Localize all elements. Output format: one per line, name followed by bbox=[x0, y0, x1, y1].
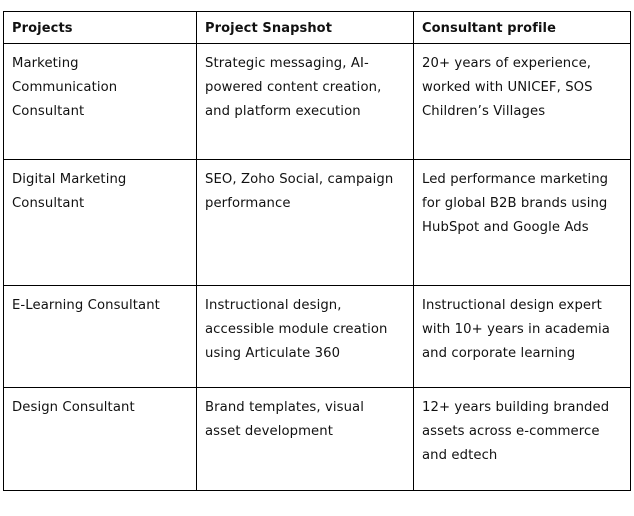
consultant-profile: 12+ years building branded assets across e-commerce and edtech bbox=[422, 400, 610, 463]
profile-cell bbox=[414, 388, 631, 491]
project-snapshot: Instructional design, accessible module creation using Articulate 360 bbox=[205, 298, 388, 361]
project-cell bbox=[4, 388, 197, 491]
consultants-table bbox=[3, 11, 631, 491]
project-cell bbox=[4, 44, 197, 160]
project-cell bbox=[4, 286, 197, 388]
table-row bbox=[4, 44, 631, 160]
project-snapshot: Brand templates, visual asset development bbox=[205, 400, 364, 439]
profile-cell bbox=[414, 44, 631, 160]
project-snapshot: SEO, Zoho Social, campaign performance bbox=[205, 172, 394, 211]
consultant-profile: Led performance marketing for global B2B brands using HubSpot and Google Ads bbox=[422, 172, 609, 235]
consultant-profile: Instructional design expert with 10+ years in academia and corporate learning bbox=[422, 298, 610, 361]
snapshot-cell bbox=[197, 160, 414, 286]
consultant-profile: 20+ years of experience, worked with UNICEF, SOS Children’s Villages bbox=[422, 56, 593, 119]
table-header-row bbox=[4, 12, 631, 44]
project-name: E-Learning Consultant bbox=[12, 298, 160, 313]
snapshot-cell bbox=[197, 286, 414, 388]
project-name: Digital Marketing Consultant bbox=[12, 172, 127, 211]
project-name: Marketing Communication Consultant bbox=[12, 56, 118, 119]
table-row bbox=[4, 388, 631, 491]
table-row bbox=[4, 286, 631, 388]
snapshot-cell bbox=[197, 388, 414, 491]
project-cell bbox=[4, 160, 197, 286]
header-projects: Projects bbox=[4, 12, 197, 44]
table-row bbox=[4, 160, 631, 286]
profile-cell bbox=[414, 160, 631, 286]
header-project-snapshot: Project Snapshot bbox=[197, 12, 414, 44]
profile-cell bbox=[414, 286, 631, 388]
project-snapshot: Strategic messaging, AI-powered content creation, and platform execution bbox=[205, 56, 382, 119]
project-name: Design Consultant bbox=[12, 400, 135, 415]
snapshot-cell bbox=[197, 44, 414, 160]
header-consultant-profile: Consultant profile bbox=[414, 12, 631, 44]
